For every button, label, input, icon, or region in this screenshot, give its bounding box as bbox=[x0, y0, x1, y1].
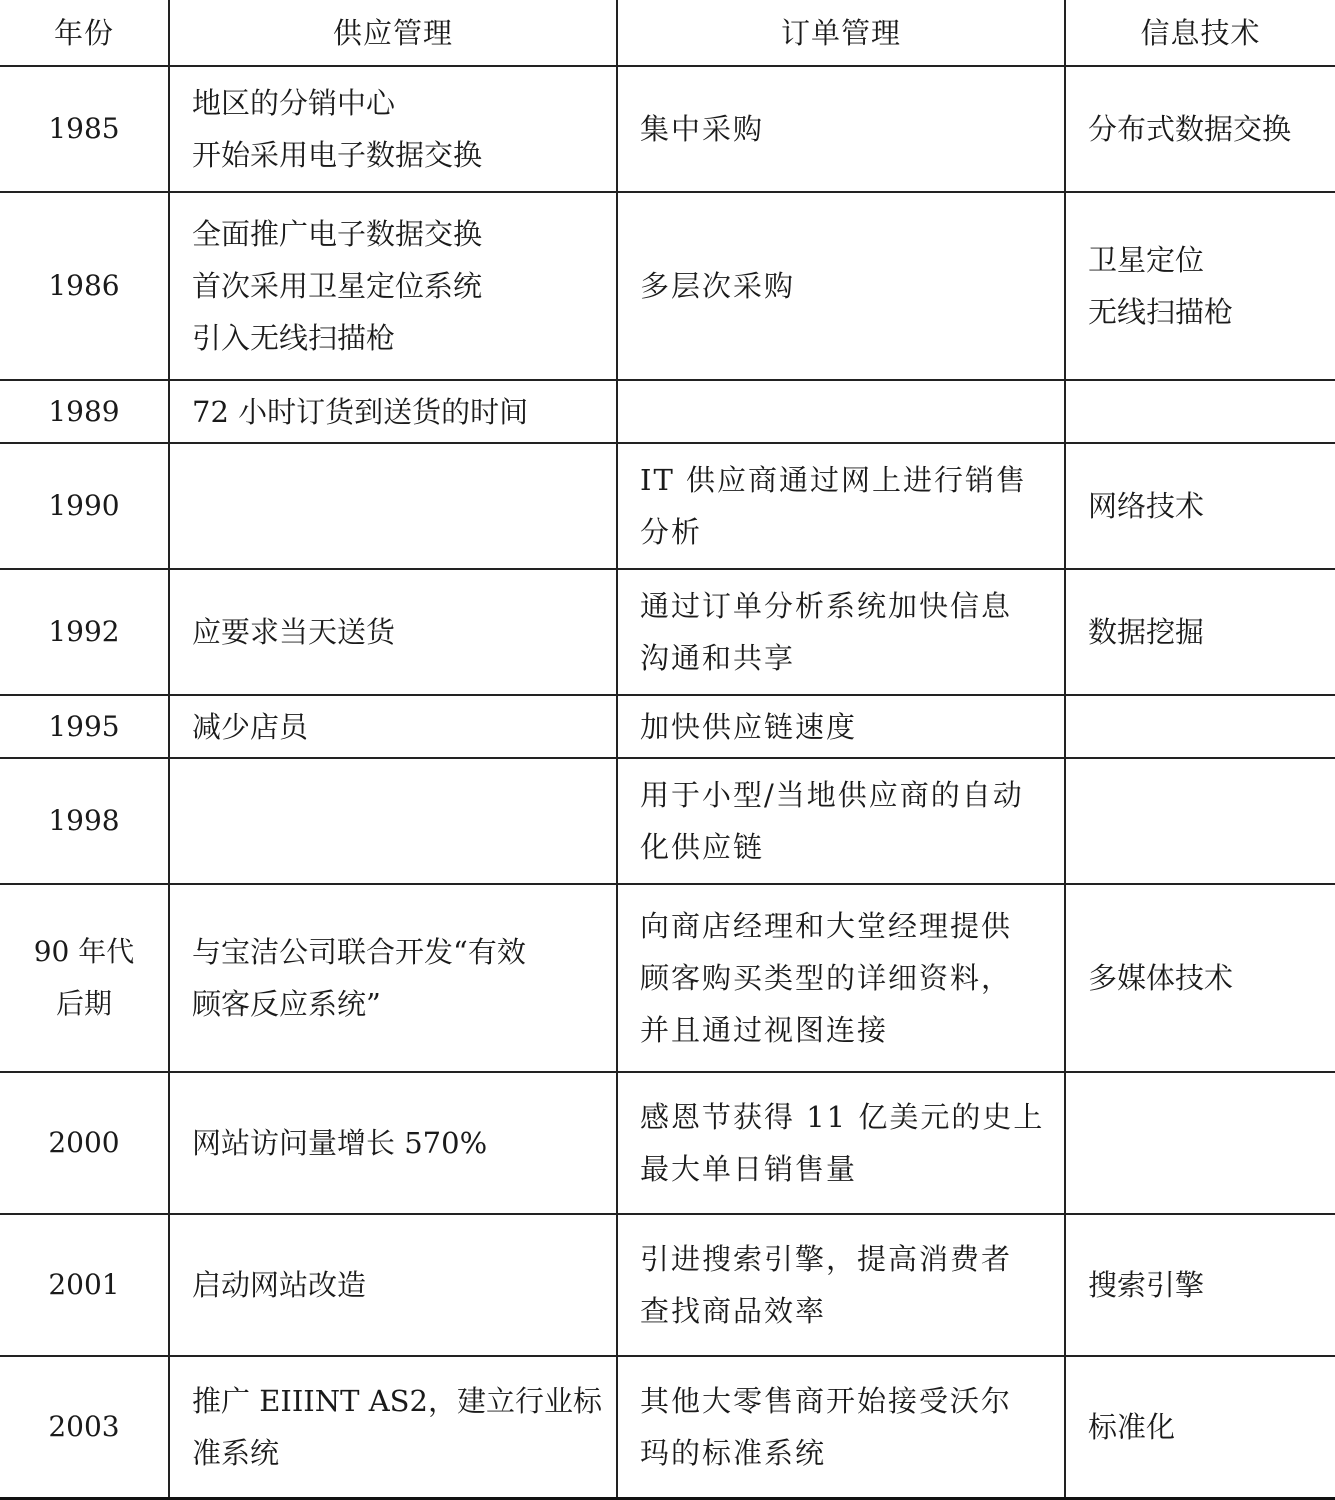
cell-text-line: 顾客购买类型的详细资料， bbox=[640, 961, 1013, 995]
order-management-cell bbox=[617, 192, 1065, 380]
order-management-cell bbox=[617, 695, 1065, 758]
header-order-management: 订单管理 bbox=[617, 0, 1065, 66]
order-management-cell bbox=[617, 1356, 1065, 1498]
supply-management-cell bbox=[169, 695, 617, 758]
table-row bbox=[0, 380, 1335, 443]
order-management-cell bbox=[617, 380, 1065, 443]
table-row bbox=[0, 66, 1335, 192]
order-management-cell bbox=[617, 1072, 1065, 1214]
cell-text-line: 1998 bbox=[48, 804, 120, 837]
cell-text-line: 推广 EIIINT AS2，建立行业标 bbox=[192, 1383, 602, 1418]
cell-text-line: 首次采用卫星定位系统 bbox=[192, 269, 483, 303]
supply-management-cell bbox=[169, 1214, 617, 1356]
cell-text-line: 启动网站改造 bbox=[192, 1268, 367, 1302]
supply-management-cell bbox=[169, 758, 617, 884]
order-management-cell bbox=[617, 66, 1065, 192]
cell-text-line: 2001 bbox=[48, 1268, 120, 1301]
supply-management-cell bbox=[169, 380, 617, 443]
supply-management-cell bbox=[169, 192, 617, 380]
cell-text-line: 感恩节获得 11 亿美元的史上 bbox=[640, 1100, 1045, 1134]
cell-text-line: 沟通和共享 bbox=[640, 641, 796, 675]
information-technology-cell bbox=[1065, 1214, 1335, 1356]
table-body bbox=[0, 66, 1335, 1498]
cell-text-line: 2000 bbox=[48, 1126, 120, 1159]
cell-text-line: 搜索引擎 bbox=[1088, 1268, 1205, 1302]
cell-text-line: 90 年代 bbox=[33, 935, 135, 968]
information-technology-cell bbox=[1065, 192, 1335, 380]
cell-text-line: 标准化 bbox=[1088, 1409, 1176, 1444]
table-row bbox=[0, 192, 1335, 380]
table-row bbox=[0, 1072, 1335, 1214]
cell-text-line: 1985 bbox=[48, 112, 120, 145]
cell-text-line: 其他大零售商开始接受沃尔 bbox=[640, 1383, 1013, 1418]
year-cell bbox=[0, 1214, 169, 1356]
cell-text-line: 集中采购 bbox=[640, 112, 765, 146]
supply-management-cell bbox=[169, 1356, 617, 1498]
information-technology-cell bbox=[1065, 884, 1335, 1072]
cell-text-line: 引入无线扫描枪 bbox=[192, 321, 396, 355]
year-cell bbox=[0, 66, 169, 192]
cell-text-line: 1989 bbox=[48, 394, 120, 428]
cell-text-line: 准系统 bbox=[192, 1435, 280, 1470]
table-row bbox=[0, 1214, 1335, 1356]
information-technology-cell bbox=[1065, 1356, 1335, 1498]
information-technology-cell bbox=[1065, 1072, 1335, 1214]
cell-text-line: 化供应链 bbox=[640, 830, 765, 864]
cell-text-line: 网络技术 bbox=[1088, 489, 1205, 523]
header-supply-management: 供应管理 bbox=[169, 0, 617, 66]
cell-text-line: 加快供应链速度 bbox=[640, 709, 858, 744]
information-technology-cell bbox=[1065, 380, 1335, 443]
table-row bbox=[0, 443, 1335, 569]
table-row bbox=[0, 569, 1335, 695]
year-cell bbox=[0, 1072, 169, 1214]
cell-text-line: 数据挖掘 bbox=[1088, 615, 1205, 649]
supply-management-cell bbox=[169, 66, 617, 192]
information-technology-cell bbox=[1065, 66, 1335, 192]
cell-text-line: 1995 bbox=[48, 709, 120, 743]
cell-text-line: 卫星定位 bbox=[1088, 243, 1205, 277]
cell-text-line: 72 小时订货到送货的时间 bbox=[192, 394, 529, 429]
cell-text-line: 多层次采购 bbox=[640, 269, 796, 303]
supply-management-cell bbox=[169, 1072, 617, 1214]
year-cell bbox=[0, 380, 169, 443]
year-cell bbox=[0, 884, 169, 1072]
year-cell bbox=[0, 569, 169, 695]
cell-text-line: 1986 bbox=[48, 269, 120, 302]
cell-text-line: 分析 bbox=[640, 515, 703, 549]
cell-text-line: 向商店经理和大堂经理提供 bbox=[640, 909, 1013, 943]
cell-text-line: 减少店员 bbox=[192, 709, 309, 744]
cell-text-line: 全面推广电子数据交换 bbox=[192, 217, 483, 251]
cell-text-line: 用于小型/当地供应商的自动 bbox=[640, 778, 1024, 812]
header-year: 年份 bbox=[0, 0, 169, 66]
information-technology-cell bbox=[1065, 695, 1335, 758]
cell-text-line: 并且通过视图连接 bbox=[640, 1013, 889, 1047]
cell-text-line: 引进搜索引擎，提高消费者 bbox=[640, 1242, 1013, 1276]
year-cell bbox=[0, 695, 169, 758]
cell-text-line: 多媒体技术 bbox=[1088, 961, 1234, 995]
table-row bbox=[0, 758, 1335, 884]
supply-management-cell bbox=[169, 884, 617, 1072]
cell-text-line: 1990 bbox=[48, 489, 120, 522]
order-management-cell bbox=[617, 443, 1065, 569]
cell-text-line: 网站访问量增长 570% bbox=[192, 1126, 488, 1160]
cell-text-line: 玛的标准系统 bbox=[640, 1435, 827, 1470]
header-row bbox=[0, 0, 1335, 66]
cell-text-line: 通过订单分析系统加快信息 bbox=[640, 589, 1013, 623]
order-management-cell bbox=[617, 569, 1065, 695]
cell-text-line: 顾客反应系统” bbox=[192, 987, 381, 1021]
table-row bbox=[0, 695, 1335, 758]
cell-text-line: 与宝洁公司联合开发“有效 bbox=[192, 935, 526, 969]
cell-text-line: 后期 bbox=[55, 987, 112, 1020]
year-cell bbox=[0, 758, 169, 884]
cell-text-line: 无线扫描枪 bbox=[1088, 295, 1234, 329]
year-cell bbox=[0, 443, 169, 569]
information-technology-cell bbox=[1065, 443, 1335, 569]
supply-management-cell bbox=[169, 569, 617, 695]
information-technology-cell bbox=[1065, 569, 1335, 695]
cell-text-line: 地区的分销中心 bbox=[192, 86, 396, 120]
supply-management-cell bbox=[169, 443, 617, 569]
information-technology-cell bbox=[1065, 758, 1335, 884]
cell-text-line: 应要求当天送货 bbox=[192, 615, 396, 649]
header-information-technology: 信息技术 bbox=[1065, 0, 1335, 66]
order-management-cell bbox=[617, 758, 1065, 884]
cell-text-line: 开始采用电子数据交换 bbox=[192, 138, 483, 172]
cell-text-line: 分布式数据交换 bbox=[1088, 112, 1292, 146]
cell-text-line: 最大单日销售量 bbox=[640, 1152, 858, 1186]
year-cell bbox=[0, 1356, 169, 1498]
cell-text-line: 1992 bbox=[48, 615, 120, 648]
table-row bbox=[0, 884, 1335, 1072]
cell-text-line: 2003 bbox=[48, 1409, 120, 1443]
table-header bbox=[0, 0, 1335, 66]
cell-text-line: IT 供应商通过网上进行销售 bbox=[640, 463, 1028, 497]
cell-text-line: 查找商品效率 bbox=[640, 1294, 827, 1328]
order-management-cell bbox=[617, 1214, 1065, 1356]
table-row bbox=[0, 1356, 1335, 1498]
year-cell bbox=[0, 192, 169, 380]
order-management-cell bbox=[617, 884, 1065, 1072]
